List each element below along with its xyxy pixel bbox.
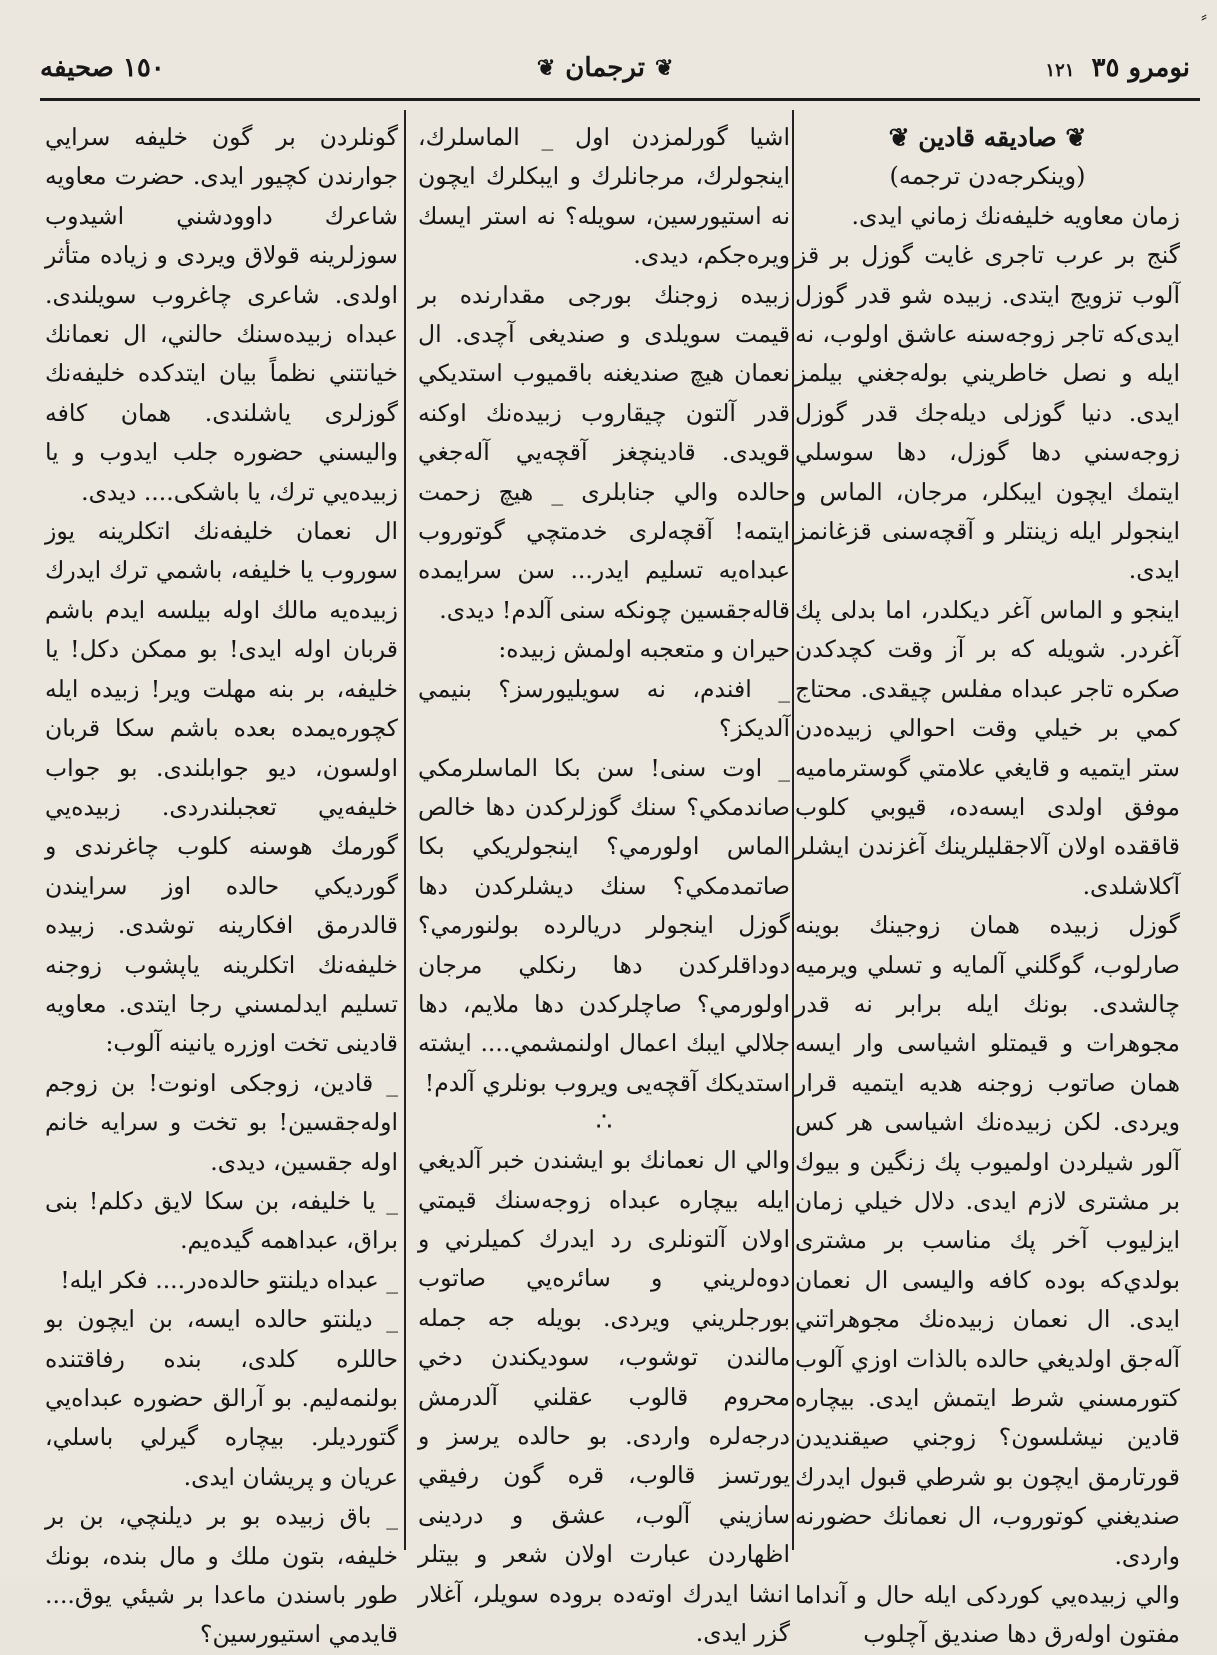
paragraph: زبيده زوجنك بورجى مقدارنده بر قيمت سويلدى و صنديغى آچدى. ال نعمان هيچ صنديغنه باقميوب استديكي قدر آلتون چيقاروب زبيده‌نك اوكنه قويدى. قادينچغز آقچه‌يي آله‌جغي حالده والي جنابلرى _ هيچ زحمت ايتمه! آقچه‌لرى خدمتچي گوتوروب عبداه‌يه تسليم ايدر... سن سرايمده قاله‌جقسين چونكه سنى آلدم! ديدى. (418, 280, 790, 624)
section-separator: ∴ (595, 1107, 613, 1138)
article-title-text: صاديقه قادين (918, 123, 1057, 152)
ornament-icon: ❦ (654, 55, 674, 81)
paragraph: ال نعمان خليفه‌نك اتكلرينه يوز سوروب يا خليفه، باشمي ترك ايدرك زبيده‌يه مالك اوله بيلسه ايدم باشم قربان اوله ايدى! بو ممكن دكل! يا خليفه، بر بنه مهلت وير! زبيده ايله كچوره‌يمده بعده باشم سكا قربان اولسون، ديو جوابلندى. بو جواب خليفه‌يي تعجبلندردى. زبيده‌يي گورمك هوسنه كلوب چاغرندى و گورديكي حالده اوز سرايندن قالدرمق افكارينه توشدى. زبيده خليفه‌نك اتكلرينه ياپشوب زوجنه تسليم ايدلمسني رجا ايتدى. معاويه قادينى تخت اوزره يانينه آلوب: (45, 517, 398, 1058)
page-label: ١٥٠ صحيفه (40, 53, 165, 83)
column-right (795, 118, 1180, 1649)
article-subtitle: (وينكرجه‌دن ترجمه) (889, 162, 1086, 191)
paragraph: گنج بر عرب تاجرى غايت گوزل بر قز آلوب تزويج ايتدى. زبيده شو قدر گوزل ايدى‌كه تاجر زوجه‌سنه عاشق اولوب، نه ايله و نصل خاطريني بوله‌جغني بيلمز ايدى. دنيا گوزلى ديله‌جك قدر گوزل زوجه‌سني دها گوزل، دها سوسلي ايتمك ايچون ايبكلر، مرجان، الماس و اينجولر ايله زينتلر و آقچه‌سنى قزغانمز ايدى. (795, 241, 1180, 585)
issue-number (1045, 53, 1190, 83)
issue-number-text: نومرو ٣٥ (1091, 53, 1190, 83)
dialogue-line: _ ديلنتو حالده ايسه، بن ايچون بو حاللره كلدى، بنده رفاقتنده بولنمه‌ليم. بو آرالق حضوره عبداه‌يي گتورديلر. بيچاره گيرلي باسلي، عريان و پريشان ايدى. (45, 1305, 398, 1491)
dialogue-line: _ باق زبيده بو بر ديلنچي، بن بر خليفه، بتون ملك و مال بنده، بونك طور باسندن ماعدا بر شيئي يوق.... قايدمي استيورسين؟ (45, 1502, 398, 1649)
column-left (45, 118, 398, 1649)
paragraph: گونلردن بر گون خليفه سرايي جوارندن كچيور ايدى. حضرت معاويه شاعرك داوودشني اشيدوب سوزلرينه قولاق ويردى و زياده متأثر اولدى. شاعرى چاغروب سويلندى. عبداه زبيده‌سنك حالني، ال نعمانك خيانتني نظماً بيان ايتدكده خليفه‌نك گوزلرى ياشلندى. همان كافه واليسني حضوره جلب ايدوب و يا زبيده‌يي ترك، يا باشكى.... ديدى. (45, 123, 398, 506)
paper-name: ترجمان (565, 53, 645, 83)
column-divider (792, 110, 794, 1550)
page-header (40, 42, 1190, 94)
header-rule (40, 98, 1200, 101)
ornament-icon: ❦ (536, 55, 556, 81)
dialogue-line: _ افندم، نه سويليورسز؟ بنيمي آلديكز؟ (418, 674, 790, 743)
corner-mark: ⸗ (1201, 6, 1207, 27)
paragraph: گوزل زبيده همان زوجينك بوينه صارلوب، گوگلني آلمايه و تسلي ويرميه چالشدى. بونك ايله برابر نه قدر مجوهرات و قيمتلو اشياسى وار ايسه همان صاتوب زوجنه هديه ايتميه قرار ويردى. لكن زبيده‌نك اشياسى هر كس آلور شيلردن اولميوب پك زنگين و بيوك بر مشترى لازم ايدى. دلال خيلي زمان ايزليوب آخر پك مناسب بر مشترى بولدي‌كه بوده كافه واليسى ال نعمان ايدى. ال نعمان زبيده‌نك مجوهراتني آله‌جق اولديغي حالده بالذات اوزي آلوب كتورمسني شرط ايتمش ايدى. بيچاره قادين نيشلسون؟ زوجني صيقنديدن قورتارمق ايچون بو شرطي قبول ايدرك صنديغني كوتوروب، ال نعمانك حضورنه واردى. (795, 911, 1180, 1570)
column-middle (418, 118, 790, 1648)
paragraph: اشيا گورلمزدن اول _ الماسلرك، اينجولرك، مرجانلرك و ايبكلرك ايچون نه استيورسين، سويله؟ نه استر ايسك ويره‌جكم، ديدى. (418, 123, 790, 270)
article-title (795, 118, 1180, 157)
paragraph: والي زبيده‌يي كوردكى ايله حال و آنداما مفتون اوله‌رق دها صنديق آچلوب (795, 1581, 1180, 1649)
dialogue-line: _ عبداه ديلنتو حالده‌در.... فكر ايله! (60, 1265, 398, 1294)
dialogue-line: _ يا خليفه، بن سكا لايق دكلم! بنى براق، عبداهمه گيده‌يم. (45, 1186, 398, 1255)
paragraph: حيران و متعجبه اولمش زبيده: (498, 635, 790, 664)
ornament-icon: ❦ (1065, 123, 1087, 152)
dialogue-line: _ اوت سنى! سن بكا الماسلرمكي صاندمكي؟ سنك گوزلركدن دها خالص الماس اولورمي؟ اينجولريكي بكا صاتمدمكي؟ سنك ديشلركدن دها گوزل اينجولر دريالرده بولنورمي؟ دوداقلركدن دها رنكلي مرجان اولورمي؟ صاچلركدن دها ملايم، دها جلالي ايبك اعمال اولنمشمي.... ايشته استديكك آقچه‌يى ويروب بونلري آلدم! (418, 753, 790, 1097)
paragraph: والي ال نعمانك بو ايشندن خبر آلديغي ايله بيچاره عبداه زوجه‌سنك قيمتي اولان آلتونلرى رد ايدرك كميلرني و دوه‌لريني و سائره‌يي صاتوب بورجلريني ويردى. بويله جه جمله مالندن توشوب، سوديكندن دخي محروم قالوب عقلني آلدرمش درجه‌لره واردى. بو حالده يرسز و يورتسز قالوب، قره گون رفيقي سازيني آلوب، عشق و دردينى اظهاردن عبارت اولان شعر و بيتلر انشا ايدرك اوته‌ده بروده سويلر، آغلار گزر ايدى. (418, 1146, 790, 1648)
masthead-center (537, 53, 674, 83)
paragraph: اينجو و الماس آغر ديكلدر، اما بدلى پك آغردر. شويله كه بر آز وقت كچدكدن صكره تاجر عبداه مفلس چيقدى. محتاج كمي بر خيلي وقت احوالي زبيده‌دن ستر ايتميه و قايغي علامتي گوسترماميه موفق اولدى ايسه‌ده، قيوبي كلوب قاققده اولان آلاجقليلرينك آغزندن ايشلر آكلاشلدى. (795, 595, 1180, 900)
issue-extra-text: ١٢١ (1045, 60, 1075, 81)
ornament-icon: ❦ (888, 123, 910, 152)
dialogue-line: _ قادين، زوجكى اونوت! بن زوجم اوله‌جقسين! بو تخت و سرايه خانم اوله جقسين، ديدى. (45, 1068, 398, 1176)
paragraph: زمان معاويه خليفه‌نك زماني ايدى. (851, 201, 1180, 230)
column-divider (404, 110, 406, 1550)
